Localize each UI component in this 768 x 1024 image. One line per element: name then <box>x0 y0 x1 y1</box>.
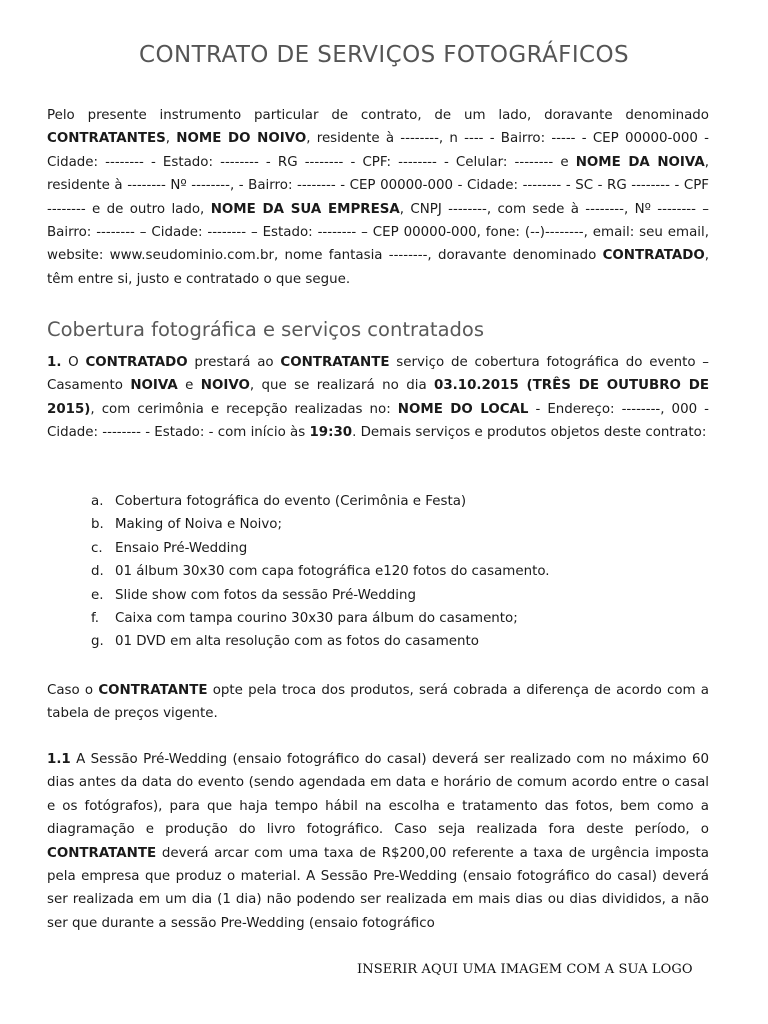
list-item-text: Ensaio Pré-Wedding <box>115 540 248 556</box>
bold-text-run: NOME DO NOIVO <box>176 131 307 147</box>
bold-text-run: 03.10.2015 (TRÊS DE OUTUBRO DE 2015) <box>47 378 709 417</box>
list-item <box>91 490 550 513</box>
document-title: CONTRATO DE SERVIÇOS FOTOGRÁFICOS <box>139 42 629 68</box>
text-run: , residente à --------, n ---- - Bairro: ----- - CEP 00000-000 - Cidade: -------- - Estado: -------- - RG -------- - CPF: -------- - Celular: -------- e <box>47 131 710 170</box>
list-marker: a. <box>91 494 104 509</box>
list-marker: d. <box>91 564 104 580</box>
text-run: e <box>177 378 201 394</box>
list-item-text: 01 álbum 30x30 com capa fotográfica e120 fotos do casamento. <box>115 564 550 580</box>
bold-text-run: NOME DA SUA EMPRESA <box>210 201 400 217</box>
intro-paragraph <box>47 104 709 291</box>
bold-text-run: NOIVO <box>200 378 250 394</box>
list-marker: g. <box>91 634 104 650</box>
text-run: - Endereço: --------, 000 - Cidade: -------- - Estado: - com início às <box>47 401 709 441</box>
text-run: prestará ao <box>187 355 281 370</box>
text-run: , CNPJ --------, com sede à --------, Nº -------- – Bairro: -------- – Cidade: -------- – Estado: -------- – CEP 00000-000, fone: (--)--------, email: seu email, website: www.seudominio.com.br, nome fantasia --------, doravante denominado <box>47 201 710 264</box>
list-item-text: Slide show com fotos da sessão Pré-Wedding <box>115 587 417 603</box>
list-marker: f. <box>91 611 99 627</box>
bold-text-run: NOIVA <box>130 378 178 394</box>
bold-text-run: CONTRATANTE <box>280 355 390 370</box>
bold-text-run: CONTRATANTE <box>98 683 208 698</box>
text-run: Pelo presente instrumento particular de contrato, de um lado, doravante denominado <box>47 108 709 123</box>
list-marker: c. <box>91 540 103 556</box>
text-run: serviço de cobertura fotográfica do evento – Casamento <box>47 355 710 394</box>
text-run: , residente à -------- Nº --------, - Bairro: -------- - CEP 00000-000 - Cidade: -------- - SC - RG -------- - CPF -------- e de outro lado, <box>47 154 709 217</box>
clause-1-1-paragraph <box>47 748 709 935</box>
text-run: Caso o <box>47 683 99 698</box>
list-item <box>91 513 550 536</box>
text-run: , têm entre si, justo e contratado o que segue. <box>47 248 709 287</box>
clause-1-paragraph <box>47 351 709 445</box>
list-item-text: Caixa com tampa courino 30x30 para álbum do casamento; <box>115 611 518 627</box>
bold-text-run: CONTRATANTE <box>47 845 157 861</box>
list-item <box>91 584 550 607</box>
text-run: opte pela troca dos produtos, será cobrada a diferença de acordo com a tabela de preços vigente. <box>47 683 710 722</box>
list-item-text: Making of Noiva e Noivo; <box>115 517 283 533</box>
section-heading: Cobertura fotográfica e serviços contratados <box>47 318 484 341</box>
bold-text-run: CONTRATADO <box>602 248 705 264</box>
list-marker: b. <box>91 517 104 533</box>
text-run: A Sessão Pré-Wedding (ensaio fotográfico do casal) deverá ser realizado com no máximo 60 dias antes da data do evento (sendo agendada em data e horário de comum acordo entre o casal e os fotógrafos), para que haja tempo hábil na escolha e tratamento das fotos, bem como a diagramação e produção do livro fotográfico. Caso seja realizada fora deste período, o <box>47 752 709 838</box>
text-run: O <box>61 355 86 370</box>
list-marker: e. <box>91 587 104 603</box>
list-item <box>91 607 550 630</box>
list-item-text: 01 DVD em alta resolução com as fotos do casamento <box>115 634 479 650</box>
list-item <box>91 537 550 560</box>
list-item <box>91 560 550 583</box>
text-run: , <box>165 131 177 147</box>
exchange-note-paragraph <box>47 679 709 726</box>
list-item <box>91 630 550 653</box>
bold-text-run: NOME DO LOCAL <box>397 401 529 417</box>
text-run: , que se realizará no dia <box>249 378 435 394</box>
bold-text-run: 1. <box>47 355 62 370</box>
services-list <box>91 490 550 654</box>
bold-text-run: 19:30 <box>309 425 353 441</box>
logo-placeholder-text: INSERIR AQUI UMA IMAGEM COM A SUA LOGO <box>357 962 693 977</box>
text-run: , com cerimônia e recepção realizadas no: <box>90 401 398 417</box>
list-item-text: Cobertura fotográfica do evento (Cerimônia e Festa) <box>115 494 467 509</box>
text-run: . Demais serviços e produtos objetos deste contrato: <box>352 425 707 441</box>
bold-text-run: NOME DA NOIVA <box>575 154 705 170</box>
bold-text-run: CONTRATADO <box>85 355 188 370</box>
text-run: deverá arcar com uma taxa de R$200,00 referente a taxa de urgência imposta pela empresa que produz o material. A Sessão Pre-Wedding (ensaio fotográfico do casal) deverá ser realizada em um dia (1 dia) não podendo ser realizada em mais dias ou dias divididos, a não ser que durante a sessão Pre-Wedding (ensaio fotográfico <box>47 845 709 931</box>
bold-text-run: 1.1 <box>47 752 71 767</box>
bold-text-run: CONTRATANTES <box>47 131 166 147</box>
